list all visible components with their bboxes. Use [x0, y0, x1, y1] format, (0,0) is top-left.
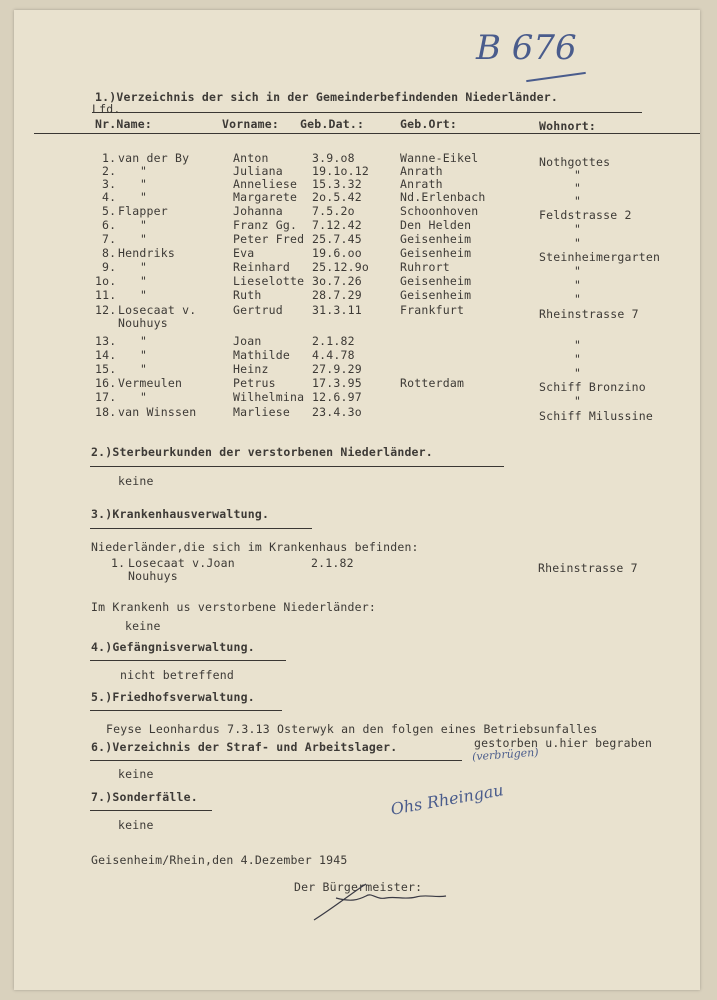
row-geb-dat: 12.6.97 — [312, 390, 362, 404]
row-name: " — [140, 164, 148, 178]
section5-underline — [90, 710, 282, 711]
section2-underline — [90, 466, 504, 467]
row-nr: 11. — [95, 288, 117, 302]
row-name: " — [140, 218, 148, 232]
row-name-cont: Nouhuys — [118, 316, 168, 330]
row-geb-dat: 4.4.78 — [312, 348, 355, 362]
row-nr: 16. — [95, 376, 117, 390]
cemetery-handwritten-note: (verbrügen) — [471, 745, 539, 764]
row-wohnort: " — [574, 352, 582, 366]
row-vorname: Ruth — [233, 288, 262, 302]
row-vorname: Marliese — [233, 405, 290, 419]
row-nr: 9. — [102, 260, 117, 274]
row-nr: 15. — [95, 362, 117, 376]
row-wohnort: Schiff Bronzino — [539, 380, 646, 394]
row-geb-dat: 27.9.29 — [312, 362, 362, 376]
row-geb-dat: 3o.7.26 — [312, 274, 362, 288]
row-vorname: Gertrud — [233, 303, 283, 317]
row-vorname: Johanna — [233, 204, 283, 218]
row-wohnort: " — [574, 394, 582, 408]
row-geb-dat: 7.5.2o — [312, 204, 355, 218]
row-wohnort: " — [574, 181, 582, 195]
row-name: van Winssen — [118, 405, 197, 419]
row-nr: 14. — [95, 348, 117, 362]
section4-value: nicht betreffend — [120, 668, 234, 682]
row-nr: 6. — [102, 218, 117, 232]
row-name: " — [140, 390, 148, 404]
row-geb-dat: 19.1o.12 — [312, 164, 369, 178]
row-vorname: Anneliese — [233, 177, 298, 191]
row-name: " — [140, 274, 148, 288]
section1-overtype: Lfd. — [92, 102, 121, 116]
row-vorname: Heinz — [233, 362, 269, 376]
section5-title: 5.)Friedhofsverwaltung. — [91, 690, 255, 704]
row-nr: 7. — [102, 232, 117, 246]
row-name: Hendriks — [118, 246, 175, 260]
row-vorname: Wilhelmina — [233, 390, 305, 404]
section2-value: keine — [118, 474, 154, 488]
row-name: Flapper — [118, 204, 168, 218]
row-geb-dat: 3.9.o8 — [312, 151, 355, 165]
row-name: Losecaat v. — [118, 303, 197, 317]
row-name: " — [140, 260, 148, 274]
section6-title: 6.)Verzeichnis der Straf- und Arbeitslager. — [91, 740, 398, 754]
hospital-entry-name: Losecaat v.Joan — [128, 556, 235, 570]
row-nr: 3. — [102, 177, 117, 191]
row-geb-dat: 25.7.45 — [312, 232, 362, 246]
row-geb-ort: Frankfurt — [400, 303, 465, 317]
hospital-entry-name2: Nouhuys — [128, 569, 178, 583]
header-geb-ort: Geb.Ort: — [400, 117, 457, 131]
row-wohnort: " — [574, 236, 582, 250]
row-geb-dat: 17.3.95 — [312, 376, 362, 390]
row-name: " — [140, 362, 148, 376]
row-geb-dat: 15.3.32 — [312, 177, 362, 191]
row-name: " — [140, 334, 148, 348]
section3-subtitle: Niederländer,die sich im Krankenhaus befinden: — [91, 540, 419, 554]
footer-place-date: Geisenheim/Rhein,den 4.Dezember 1945 — [91, 853, 348, 867]
row-geb-ort: Geisenheim — [400, 246, 472, 260]
row-vorname: Lieselotte — [233, 274, 305, 288]
row-nr: 8. — [102, 246, 117, 260]
row-vorname: Peter Fred — [233, 232, 305, 246]
row-geb-dat: 19.6.oo — [312, 246, 362, 260]
row-name: van der By — [118, 151, 190, 165]
cemetery-entry: Feyse Leonhardus 7.3.13 Osterwyk an den folgen eines Betriebsunfalles — [106, 722, 598, 736]
hospital-deceased-value: keine — [125, 619, 161, 633]
row-nr: 5. — [102, 204, 117, 218]
row-wohnort: Feldstrasse 2 — [539, 208, 632, 222]
row-name: Vermeulen — [118, 376, 183, 390]
section6-underline — [90, 760, 462, 761]
row-nr: 18. — [95, 405, 117, 419]
row-wohnort: " — [574, 194, 582, 208]
row-geb-dat: 31.3.11 — [312, 303, 362, 317]
hospital-deceased-title: Im Krankenh us verstorbene Niederländer: — [91, 600, 376, 614]
row-nr: 13. — [95, 334, 117, 348]
row-wohnort: " — [574, 168, 582, 182]
section3-underline — [90, 528, 312, 529]
signature — [296, 878, 466, 928]
row-geb-dat: 23.4.3o — [312, 405, 362, 419]
row-nr: 4. — [102, 190, 117, 204]
row-wohnort: Steinheimergarten — [539, 250, 661, 264]
row-name: " — [140, 348, 148, 362]
row-name: " — [140, 288, 148, 302]
row-geb-ort: Geisenheim — [400, 288, 472, 302]
row-nr: 1o. — [95, 274, 117, 288]
row-wohnort: " — [574, 222, 582, 236]
header-vorname: Vorname: — [222, 117, 279, 131]
row-name: " — [140, 232, 148, 246]
row-wohnort: " — [574, 292, 582, 306]
row-geb-ort: Ruhrort — [400, 260, 450, 274]
row-vorname: Petrus — [233, 376, 276, 390]
row-geb-dat: 25.12.9o — [312, 260, 369, 274]
table-header-rule — [34, 133, 700, 134]
row-geb-dat: 28.7.29 — [312, 288, 362, 302]
header-nr-name: Nr.Name: — [95, 117, 152, 131]
row-nr: 17. — [95, 390, 117, 404]
row-vorname: Joan — [233, 334, 262, 348]
row-geb-ort: Rotterdam — [400, 376, 465, 390]
row-geb-ort: Geisenheim — [400, 232, 472, 246]
row-wohnort: " — [574, 264, 582, 278]
section6-value: keine — [118, 767, 154, 781]
row-vorname: Franz Gg. — [233, 218, 298, 232]
section7-title: 7.)Sonderfälle. — [91, 790, 198, 804]
row-geb-dat: 7.12.42 — [312, 218, 362, 232]
row-vorname: Margarete — [233, 190, 298, 204]
row-vorname: Eva — [233, 246, 255, 260]
header-geb-dat: Geb.Dat.: — [300, 117, 365, 131]
row-vorname: Mathilde — [233, 348, 290, 362]
footer-signatory: Der Bürgermeister: — [294, 880, 423, 894]
row-wohnort: Rheinstrasse 7 — [539, 307, 639, 321]
row-name: " — [140, 190, 148, 204]
row-wohnort: Nothgottes — [539, 155, 611, 169]
row-wohnort: Schiff Milussine — [539, 409, 653, 423]
row-geb-ort: Anrath — [400, 177, 443, 191]
section7-handwritten-note: Ohs Rheingau — [389, 780, 505, 819]
row-geb-ort: Wanne-Eikel — [400, 151, 479, 165]
archive-mark-underline — [526, 72, 586, 82]
row-nr: 1. — [102, 151, 117, 165]
row-nr: 12. — [95, 303, 117, 317]
row-name: " — [140, 177, 148, 191]
row-vorname: Juliana — [233, 164, 283, 178]
section2-title: 2.)Sterbeurkunden der verstorbenen Niederländer. — [91, 445, 433, 459]
hospital-entry-nr: 1. — [111, 556, 126, 570]
section3-title: 3.)Krankenhausverwaltung. — [91, 507, 270, 521]
row-vorname: Anton — [233, 151, 269, 165]
hospital-entry-date: 2.1.82 — [311, 556, 354, 570]
row-geb-dat: 2.1.82 — [312, 334, 355, 348]
row-geb-ort: Schoonhoven — [400, 204, 479, 218]
document-sheet — [14, 10, 700, 990]
row-wohnort: " — [574, 338, 582, 352]
section7-value: keine — [118, 818, 154, 832]
archive-mark: B 676 — [476, 28, 577, 68]
hospital-entry-address: Rheinstrasse 7 — [538, 561, 638, 575]
section4-title: 4.)Gefängnisverwaltung. — [91, 640, 255, 654]
row-wohnort: " — [574, 278, 582, 292]
row-geb-ort: Den Helden — [400, 218, 472, 232]
row-wohnort: " — [574, 366, 582, 380]
row-geb-ort: Nd.Erlenbach — [400, 190, 486, 204]
row-nr: 2. — [102, 164, 117, 178]
section1-title: 1.)Verzeichnis der sich in der Gemeinderbefindenden Niederländer. — [95, 90, 559, 104]
row-geb-dat: 2o.5.42 — [312, 190, 362, 204]
row-geb-ort: Geisenheim — [400, 274, 472, 288]
cemetery-entry-cont: gestorben u.hier begraben — [474, 736, 653, 750]
row-vorname: Reinhard — [233, 260, 290, 274]
section7-underline — [90, 810, 212, 811]
header-wohnort: Wohnort: — [539, 119, 596, 133]
row-geb-ort: Anrath — [400, 164, 443, 178]
section1-title-underline — [92, 112, 642, 113]
section4-underline — [90, 660, 286, 661]
